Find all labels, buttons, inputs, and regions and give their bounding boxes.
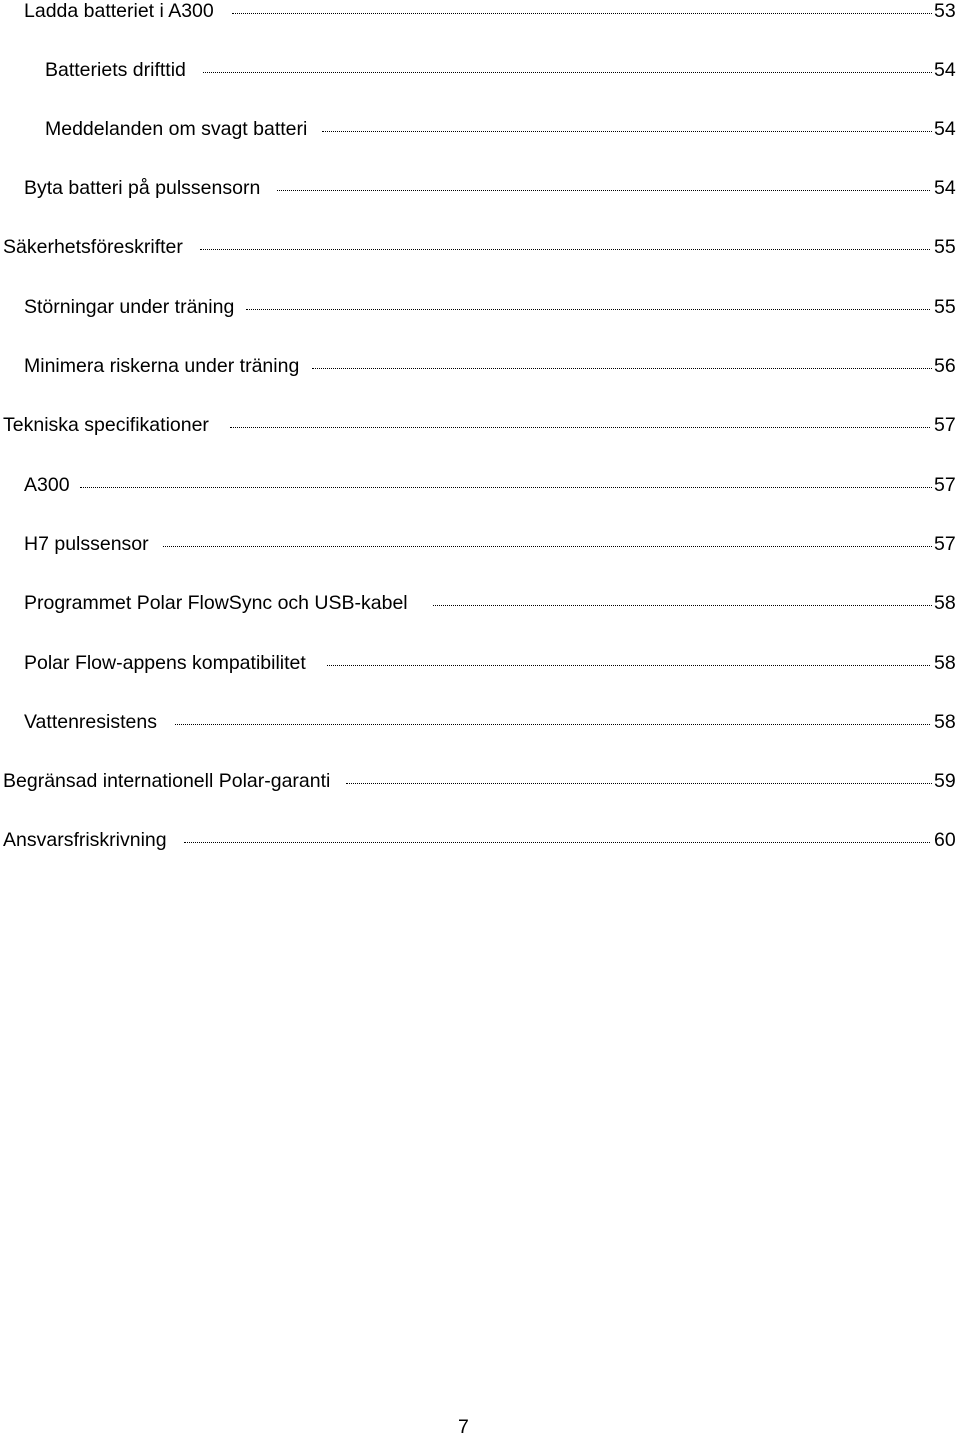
toc-entry-title[interactable]: Tekniska specifikationer	[3, 414, 209, 436]
toc-leader-dots	[230, 427, 930, 428]
toc-entry-page[interactable]: 57	[934, 533, 956, 555]
toc-leader-dots	[327, 665, 930, 666]
toc-entry-minimera-riskerna[interactable]	[0, 355, 960, 395]
toc-entry-page[interactable]: 57	[934, 414, 956, 436]
toc-entry-page[interactable]: 59	[934, 770, 956, 792]
toc-leader-dots	[184, 842, 930, 843]
toc-entry-page[interactable]: 56	[934, 355, 956, 377]
toc-leader-dots	[203, 72, 932, 73]
toc-entry-title[interactable]: H7 pulssensor	[24, 533, 149, 555]
toc-entry-title[interactable]: Byta batteri på pulssensorn	[24, 177, 261, 199]
toc-entry-byta-batteri[interactable]	[0, 177, 960, 217]
toc-entry-batteriets-drifttid[interactable]	[0, 59, 960, 99]
toc-entry-polar-flow-appen[interactable]	[0, 652, 960, 692]
toc-entry-title[interactable]: Ansvarsfriskrivning	[3, 829, 167, 851]
toc-entry-page[interactable]: 55	[934, 296, 956, 318]
toc-entry-title[interactable]: A300	[24, 474, 70, 496]
toc-entry-title[interactable]: Säkerhetsföreskrifter	[3, 236, 183, 258]
toc-entry-page[interactable]: 57	[934, 474, 956, 496]
toc-entry-title[interactable]: Minimera riskerna under träning	[24, 355, 300, 377]
toc-leader-dots	[322, 131, 932, 132]
toc-entry-page[interactable]: 58	[934, 711, 956, 733]
toc-entry-title[interactable]: Ladda batteriet i A300	[24, 0, 214, 22]
toc-leader-dots	[80, 487, 932, 488]
toc-leader-dots	[433, 605, 932, 606]
toc-entry-title[interactable]: Polar Flow-appens kompatibilitet	[24, 652, 306, 674]
toc-entry-page[interactable]: 60	[934, 829, 956, 851]
toc-entry-page[interactable]: 54	[934, 118, 956, 140]
toc-entry-title[interactable]: Vattenresistens	[24, 711, 157, 733]
toc-entry-page[interactable]: 54	[934, 177, 956, 199]
toc-entry-sakerhetsforeskrifter[interactable]	[0, 236, 960, 276]
toc-entry-tekniska-specifikationer[interactable]	[0, 414, 960, 454]
toc-entry-storningar[interactable]	[0, 296, 960, 336]
toc-leader-dots	[277, 190, 930, 191]
toc-leader-dots	[200, 249, 930, 250]
toc-entry-page[interactable]: 54	[934, 59, 956, 81]
toc-leader-dots	[175, 724, 930, 725]
toc-leader-dots	[346, 783, 932, 784]
toc-entry-title[interactable]: Störningar under träning	[24, 296, 235, 318]
toc-entry-title[interactable]: Batteriets drifttid	[45, 59, 186, 81]
toc-entry-begransad-garanti[interactable]	[0, 770, 960, 810]
toc-leader-dots	[163, 546, 932, 547]
toc-entry-polar-flowsync[interactable]	[0, 592, 960, 632]
toc-entry-a300[interactable]	[0, 474, 960, 514]
toc-entry-ladda-batteriet[interactable]	[0, 0, 960, 40]
toc-entry-page[interactable]: 58	[934, 592, 956, 614]
toc-entry-title[interactable]: Begränsad internationell Polar-garanti	[3, 770, 331, 792]
toc-entry-h7-pulssensor[interactable]	[0, 533, 960, 573]
toc-entry-vattenresistens[interactable]	[0, 711, 960, 751]
page-number: 7	[458, 1416, 469, 1438]
toc-entry-page[interactable]: 53	[934, 0, 956, 22]
toc-leader-dots	[246, 309, 930, 310]
toc-entry-page[interactable]: 58	[934, 652, 956, 674]
toc-entry-title[interactable]: Programmet Polar FlowSync och USB-kabel	[24, 592, 408, 614]
toc-entry-ansvarsfriskrivning[interactable]	[0, 829, 960, 869]
toc-leader-dots	[232, 13, 932, 14]
toc-entry-page[interactable]: 55	[934, 236, 956, 258]
toc-entry-meddelanden-svagt-batteri[interactable]	[0, 118, 960, 158]
toc-entry-title[interactable]: Meddelanden om svagt batteri	[45, 118, 308, 140]
toc-leader-dots	[312, 368, 932, 369]
